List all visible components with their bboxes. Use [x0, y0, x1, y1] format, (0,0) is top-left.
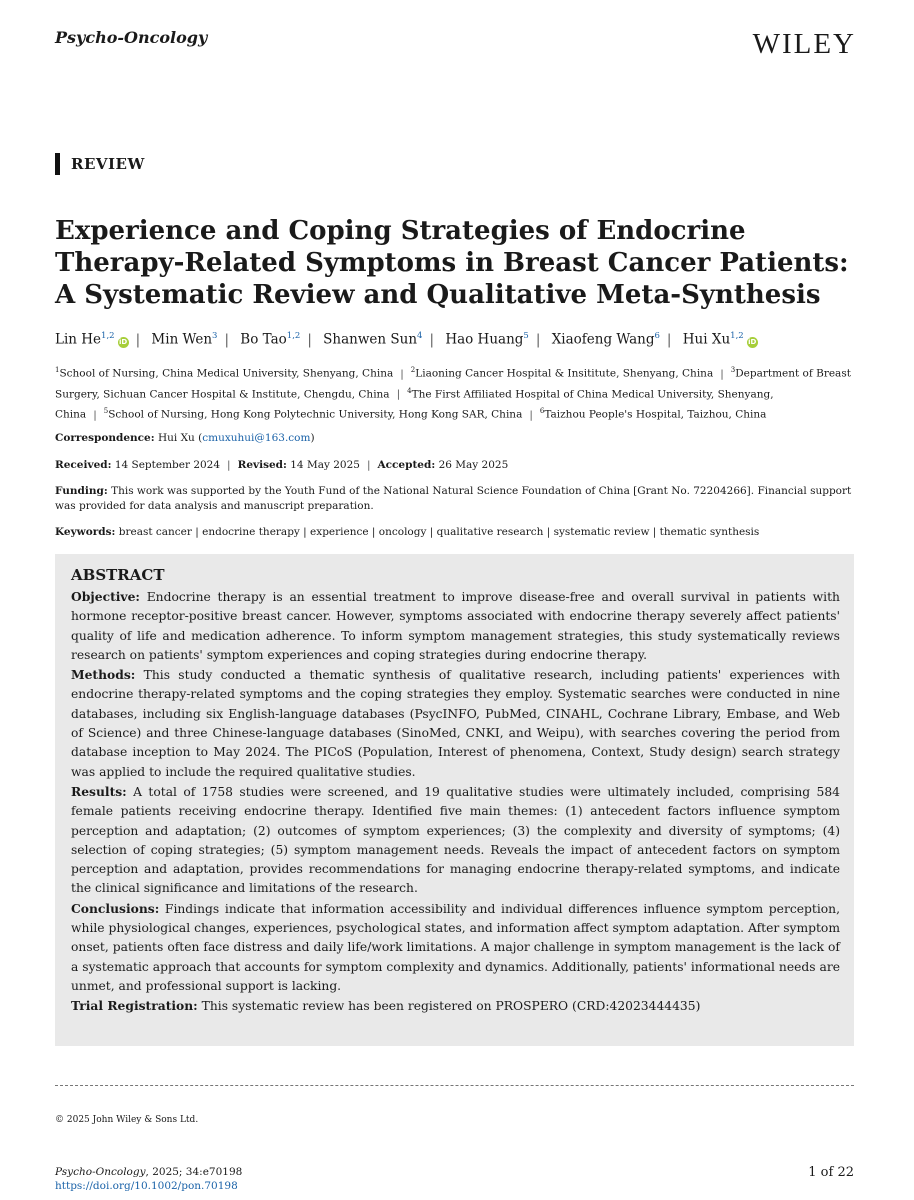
author-affil-sup[interactable]: 1,2	[101, 331, 115, 341]
affil-number: 5	[103, 407, 109, 415]
affil-text: Department of Breast Surgery, Sichuan Cancer Hospital & Institute, Chengdu, China	[55, 367, 851, 400]
correspondence-label: Correspondence:	[55, 432, 155, 444]
affil-separator: |	[396, 388, 401, 400]
section-text: A total of 1758 studies were screened, and 19 qualitative studies were ultimately included, comprising 584 female patients receiving endocrine therapy. Identified five main themes: (1) antecedent factors influence symptom perception and adaptation; (2) outcomes of symptom experiences; (3) the complexity and diversity of symptoms; (4) selection of coping strategies; (5) symptom management needs. Reveals the impact of antecedent factors on symptom perception and adaptation, provides recommendations for managing endocrine therapy-related symptoms, and indicate the clinical significance and limitations of the research.	[71, 784, 840, 896]
abstract-methods	[71, 665, 840, 782]
keywords-label: Keywords:	[55, 526, 116, 538]
author-separator: |	[429, 331, 435, 348]
author-affil-sup[interactable]: 1,2	[730, 331, 744, 341]
orcid-icon[interactable]: iD	[748, 337, 757, 346]
author-separator: |	[135, 331, 141, 348]
section-label: Objective:	[71, 589, 140, 604]
funding-label: Funding:	[55, 485, 108, 497]
revised-label: Revised:	[237, 459, 287, 471]
citation-line	[55, 1165, 242, 1179]
author-affil-sup[interactable]: 3	[212, 331, 218, 341]
revised-date: 14 May 2025	[290, 459, 360, 471]
affil-separator: |	[400, 367, 404, 380]
author-name: Lin He	[55, 331, 102, 348]
citation-block	[55, 1165, 242, 1193]
copyright: © 2025 John Wiley & Sons Ltd.	[55, 1115, 199, 1125]
author-name: Hao Huang	[445, 331, 524, 348]
abstract-box	[55, 554, 854, 1046]
affil-text: Taizhou People's Hospital, Taizhou, China	[544, 408, 767, 421]
abstract-objective	[71, 587, 840, 665]
keywords-text: breast cancer | endocrine therapy | experience | oncology | qualitative research | systematic review | thematic synthesis	[118, 526, 760, 538]
section-label: Trial Registration:	[71, 998, 198, 1014]
affil-text: Liaoning Cancer Hospital & Insititute, Shenyang, China	[415, 367, 714, 380]
affil-separator: |	[529, 408, 533, 421]
author-separator: |	[307, 331, 312, 348]
journal-name: Psycho-Oncology	[55, 28, 208, 47]
page-number: 1 of 22	[808, 1165, 854, 1180]
author-affil-sup[interactable]: 1,2	[286, 331, 301, 341]
abstract-conclusions	[71, 899, 840, 996]
correspondence-email-link[interactable]: cmuxuhui@163.com	[202, 432, 311, 444]
publisher-logo: WILEY	[752, 28, 856, 60]
section-text: Endocrine therapy is an essential treatment to improve disease-free and overall survival in patients with hormone receptor-positive breast cancer. However, symptoms associated with endocrine therapy severely affect patients' quality of life and medication adherence. To inform symptom management strategies, this study systematically reviews research on patients' symptom experiences and coping strategies during endocrine therapy.	[71, 590, 840, 662]
author-name: Bo Tao	[240, 331, 287, 348]
affil-number: 2	[410, 366, 416, 374]
section-text: This systematic review has been registered on PROSPERO (CRD:42023444435)	[201, 999, 701, 1014]
keywords-line	[55, 525, 860, 540]
author-separator: |	[535, 331, 541, 348]
footer-divider	[55, 1085, 854, 1086]
citation-journal: Psycho-Oncology	[55, 1166, 146, 1178]
author-name: Hui Xu	[682, 331, 731, 348]
affiliations	[55, 362, 860, 424]
article-type-label: REVIEW	[71, 155, 145, 173]
abstract-trial-registration	[71, 996, 840, 1016]
section-text: Findings indicate that information accessibility and individual differences influence symptom perception, while physiological changes, experiences, psychological states, and information affect symptom adaptation. After symptom onset, patients often face distress and daily life/work limitations. A major challenge in symptom management is the lack of a systematic approach that accounts for symptom complexity and dynamics. Additionally, patients' informational needs are unmet, and professional support is lacking.	[71, 901, 840, 993]
accepted-label: Accepted:	[377, 459, 436, 471]
section-label: Conclusions:	[71, 900, 160, 916]
affil-separator: |	[93, 408, 97, 421]
affil-text: The First Affiliated Hospital of China Medical University, Shenyang, China	[55, 388, 774, 421]
affil-separator: |	[720, 367, 724, 380]
author-affil-sup[interactable]: 5	[523, 331, 529, 341]
date-separator: |	[366, 459, 371, 471]
affil-number: 4	[407, 386, 412, 395]
orcid-icon[interactable]: iD	[118, 337, 128, 346]
dates-line	[55, 458, 860, 473]
abstract-heading: ABSTRACT	[71, 566, 165, 584]
article-type-tag	[55, 153, 145, 175]
funding-text: This work was supported by the Youth Fund of the National Natural Science Foundation of China [Grant No. 72204266]. Financial support was provided for data analysis and manuscript preparation.	[55, 485, 852, 512]
funding-line	[55, 484, 860, 514]
author-affil-sup[interactable]: 6	[654, 331, 660, 341]
doi-link[interactable]: https://doi.org/10.1002/pon.70198	[55, 1180, 238, 1192]
affil-number: 1	[55, 366, 60, 374]
article-type-bar	[55, 153, 60, 175]
correspondence-name: Hui Xu	[157, 432, 195, 444]
date-separator: |	[227, 459, 231, 471]
author-separator: |	[666, 331, 672, 348]
affil-text: School of Nursing, China Medical University, Shenyang, China	[59, 367, 394, 380]
accepted-date: 26 May 2025	[438, 459, 509, 471]
affil-number: 6	[539, 407, 545, 415]
article-title: Experience and Coping Strategies of Endocrine Therapy-Related Symptoms in Breast Cancer Patients: A Systematic Review and Qualitative Meta-Synthesis	[55, 216, 849, 310]
affil-text: School of Nursing, Hong Kong Polytechnic University, Hong Kong SAR, China	[108, 408, 523, 421]
received-label: Received:	[55, 459, 112, 471]
author-separator: |	[224, 331, 229, 348]
received-date: 14 September 2024	[114, 459, 221, 471]
affil-number: 3	[730, 366, 736, 374]
section-label: Methods:	[71, 667, 136, 683]
section-text: This study conducted a thematic synthesis of qualitative research, including patients' experiences with endocrine therapy-related symptoms and the coping strategies they employ. Systematic searches were conducted in nine databases, including six English-language databases (PsycINFO, PubMed, CINAHL, Cochrane Library, Embase, and Web of Science) and three Chinese-language databases (SinoMed, CNKI, and Weipu), with searches covering the period from database inception to May 2024. The PICoS (Population, Interest of phenomena, Context, Study design) search strategy was applied to include the required qualitative studies.	[71, 668, 840, 779]
author-affil-sup[interactable]: 4	[417, 331, 423, 341]
citation-volume: , 2025; 34:e70198	[145, 1166, 243, 1178]
correspondence-line: Correspondence: Hui Xu (cmuxuhui@163.com)	[55, 432, 315, 444]
section-label: Results:	[71, 783, 127, 799]
author-name: Shanwen Sun	[323, 331, 418, 348]
author-name: Xiaofeng Wang	[551, 331, 655, 348]
author-list	[55, 331, 758, 348]
abstract-results	[71, 782, 840, 899]
author-name: Min Wen	[151, 331, 213, 348]
